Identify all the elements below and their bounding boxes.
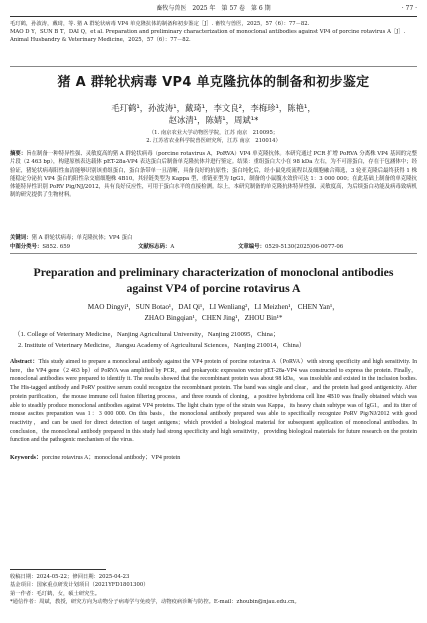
cn-affil-1: （1. 南京农业大学动物医学院，江苏 南京 210095；	[148, 130, 279, 136]
cn-authors	[0, 102, 427, 126]
citation-en: MAO D Y，SUN B T，DAI Q，et al. Preparation and preliminary characterization of monoclonal antibodies against VP4 of porcine rotavirus A［J］. Animal Husbandry & Veterinary Medicine，2025，57（6）：77－82.	[10, 29, 406, 44]
cn-affil-2: 2. 江苏省农业科学院兽医研究所，江苏 南京 210014）	[146, 138, 281, 144]
cn-keywords-text: 猪 A 群轮状病毒；单克隆抗体；VP4 蛋白	[31, 235, 133, 241]
page-number: · 77 ·	[401, 5, 417, 12]
header-rule	[10, 16, 417, 17]
en-title	[20, 264, 407, 296]
corresponding-author-info: *通信作者：周斌，教授，研究方向为动物分子病毒学与免疫学，动物疫病诊断与防控。E-mail：zhoubin@njau.edu.cn。	[10, 599, 300, 606]
article-no-value: 0529-5130(2025)06-0077-06	[264, 244, 344, 250]
doc-code-value: A	[170, 244, 175, 250]
en-abstract-text: This study aimed to prepare a monoclonal antibody against the VP4 protein of porcine rotavirus A（PoRVA）with strong specificity and high sensitivity. In here，the VP4 gene（2 463 bp）of PoRVA was amplified by PCR，and prokaryotic expression vector pET-28a-VP4 was constructed to express the protein. Finally，monoclonal antibodies were prepared to identify it. The results showed that the recombinant protein was about 98 kDa，was insoluble and existed in the inclusion bodies. The His-tagged antibody and PoRV positive serum could recognize the recombinant protein. The band was single and clear，and the protein had good antigenicity. After protein purification，the mouse immune cell fusion filtering process，and three rounds of cloning，a positive hybridoma cell line 4B10 was finally obtained which was able to steadily produce monoclonal antibodies against VP4 proteins. The light chain type of the strain was Kappa，its heavy chain subtype was of IgG1，and its titer of mouse ascites preparation was 1：3 000 000. On this basis，the monoclonal antibody prepared was able to specifically recognize PoRV Pig/NJ/2012 with good reactivity，and can be used for direct detection of target antigens；which provided a biological material for subsequent application of monoclonal antibodies. In conclusion，the monoclonal antibody prepared in this study had strong specificity and high sensitivity，providing biological materials for future research on the protein function and the pathogenic mechanism of the virus.	[10, 359, 418, 444]
en-authors	[0, 302, 427, 324]
en-authors-line2: ZHAO Bingqian¹，CHEN Jing¹，ZHOU Bin¹*	[144, 314, 283, 322]
en-affiliations	[14, 329, 417, 351]
cn-authors-line2: 赵冰清¹，陈婧¹，周斌¹*	[168, 115, 259, 125]
clc-value: S852. 659	[42, 244, 71, 250]
en-title-line1: Preparation and preliminary characterization of monoclonal antibodies	[33, 265, 394, 279]
en-abstract-label: Abstract：	[10, 359, 39, 365]
en-affil-1: （1. College of Veterinary Medicine，Nanjing Agricultural University，Nanjing 210095，China；	[14, 331, 280, 338]
cn-abstract	[10, 150, 417, 200]
en-title-line2: against VP4 of porcine rotavirus A	[126, 281, 301, 295]
footnote-rule	[10, 569, 106, 570]
en-keywords-label: Keywords：	[10, 455, 42, 461]
citation-block	[10, 20, 417, 45]
journal-issue: 畜牧与兽医 2025 年 第 57 卷 第 6 期	[156, 5, 271, 12]
cn-keywords-label: 关键词：	[10, 235, 32, 241]
divider	[10, 253, 417, 254]
cn-abstract-label: 摘要：	[10, 151, 27, 157]
clc-label: 中图分类号：	[10, 244, 43, 250]
en-authors-line1: MAO Dingyi¹，SUN Botao¹，DAI Qi¹，LI Wenliang²，LI Meizhen¹，CHEN Yan¹，	[87, 303, 340, 311]
cn-title: 猪 A 群轮状病毒 VP4 单克隆抗体的制备和初步鉴定	[57, 75, 370, 90]
divider	[10, 66, 417, 67]
en-abstract	[10, 358, 417, 445]
running-header	[10, 3, 417, 15]
article-no-label: 文章编号：	[238, 244, 265, 250]
en-keywords-text: porcine rotavirus A；monoclonal antibody；VP4 protein	[42, 455, 181, 461]
classification-line	[10, 242, 417, 250]
cn-keywords	[10, 233, 132, 241]
cn-affiliations	[0, 129, 427, 145]
en-keywords	[10, 452, 417, 461]
citation-cn: 毛玎鹤，孙波涛，戴琦，等. 猪 A 群轮状病毒 VP4 单克隆抗体的制备和初步鉴定［J］. 畜牧与兽医，2025，57（6）：77－82.	[10, 21, 310, 27]
en-affil-2: 2. Institute of Veterinary Medicine，Jiangsu Academy of Agricultural Sciences，Nanjing 210014，China）	[18, 342, 306, 349]
received-date: 收稿日期：2024-05-22；修回日期：2025-04-23	[10, 574, 130, 580]
cn-abstract-text: 旨在制备一种特异性强、灵敏度高的猪 A 群轮状病毒（porcine rotavirus A，PoRVA）VP4 单克隆抗体。本研究通过 PCR 扩增 PoRVA 分离株 VP4 基因的完整片段（2 463 bp），构建原核表达载体 pET-28a-VP4 表达蛋白后制备单克隆抗体并进行鉴定。结果：重组蛋白大小在 98 kDa 左右，为不可溶蛋白，存在于包涵体中；经验证，猪轮状病毒阳性血清能够识别该重组蛋白，蛋白条带单一且清晰，具备良好的抗原性；蛋白纯化后，经小鼠免疫流程以及细胞融合筛选，3 轮亚克隆后最终获得 1 株能稳定分泌抗 VP4 蛋白的阳性杂交瘤细胞株 4B10，其轻链类型为 Kappa 型，重链亚型为 IgG1，制备的小鼠腹水效价可达 1：3 000 000；在此基础上制备的单克隆抗体能特异性识别 PoRV Pig/NJ/2012，具有良好反应性，可用于蛋白水平的直接检测。综上，本研究制备的单克隆抗体特异性强、灵敏度高，为后续蛋白功能及病毒致病机制的研究提供了生物材料。	[10, 151, 417, 199]
footnotes	[10, 573, 417, 607]
cn-authors-line1: 毛玎鹤¹，孙波涛¹，戴琦¹，李文良²，李梅珍¹，陈艳¹，	[111, 103, 316, 113]
first-author-info: 第一作者：毛玎鹤，女，硕士研究生。	[10, 590, 101, 597]
fund-info: 基金项目：国家重点研发计划项目（2021YFD1801300）	[10, 582, 149, 589]
doc-code-label: 文献标志码：	[138, 244, 171, 250]
